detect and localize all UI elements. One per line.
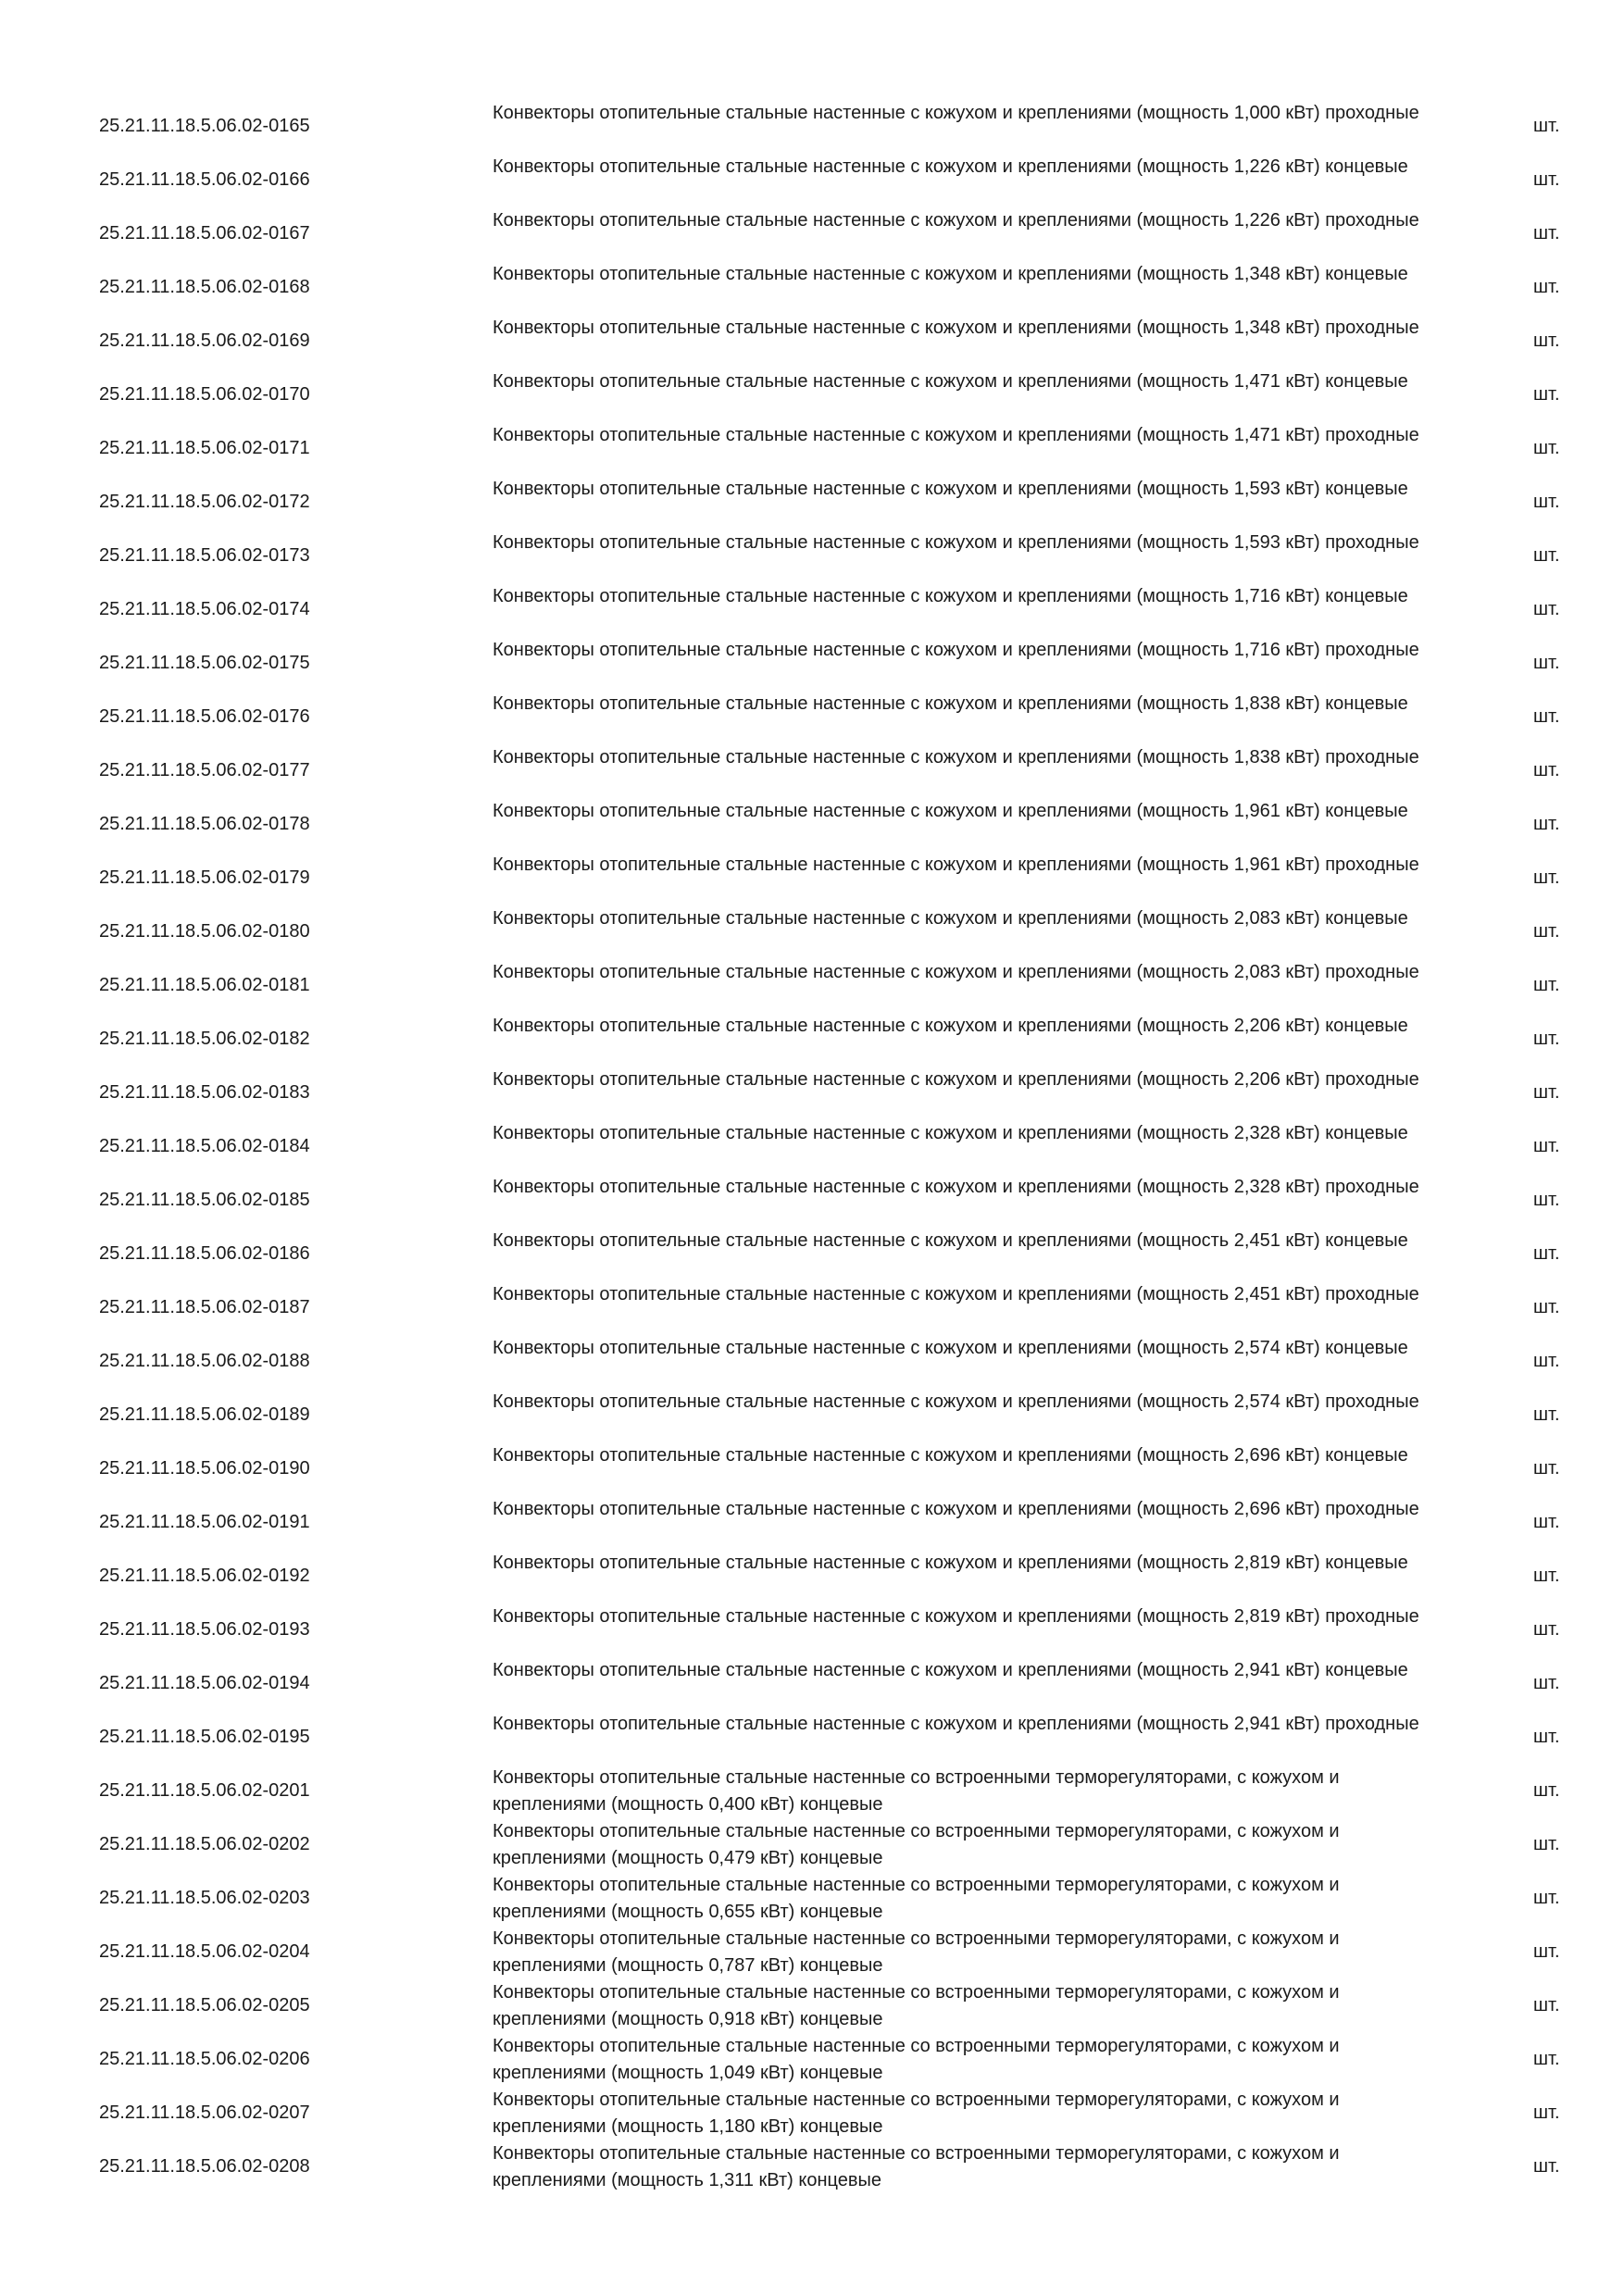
table-row — [0, 368, 1624, 422]
unit-of-measure: шт. — [1533, 1888, 1560, 1908]
resource-description: Конвекторы отопительные стальные настенные с кожухом и креплениями (мощность 1,226 кВт) концевые — [493, 156, 1408, 177]
resource-description: Конвекторы отопительные стальные настенные с кожухом и креплениями (мощность 2,696 кВт) концевые — [493, 1445, 1408, 1466]
table-row — [0, 1228, 1624, 1281]
resource-code: 25.21.11.18.5.06.02-0201 — [99, 1780, 310, 1801]
resource-code: 25.21.11.18.5.06.02-0176 — [99, 706, 310, 727]
unit-of-measure: шт. — [1533, 438, 1560, 458]
resource-code: 25.21.11.18.5.06.02-0207 — [99, 2103, 310, 2123]
unit-of-measure: шт. — [1533, 1941, 1560, 1962]
resource-description: Конвекторы отопительные стальные настенные со встроенными терморегуляторами, с кожухом и креплениями (мощность 0,918 кВт) концевые — [493, 1982, 1340, 2029]
resource-description: Конвекторы отопительные стальные настенные с кожухом и креплениями (мощность 1,348 кВт) концевые — [493, 264, 1408, 284]
resource-code: 25.21.11.18.5.06.02-0194 — [99, 1673, 310, 1693]
unit-of-measure: шт. — [1533, 975, 1560, 995]
resource-description: Конвекторы отопительные стальные настенные с кожухом и креплениями (мощность 2,574 кВт) концевые — [493, 1338, 1408, 1358]
table-row — [0, 744, 1624, 798]
resource-description: Конвекторы отопительные стальные настенные со встроенными терморегуляторами, с кожухом и креплениями (мощность 1,180 кВт) концевые — [493, 2090, 1340, 2137]
unit-of-measure: шт. — [1533, 1136, 1560, 1156]
resource-code: 25.21.11.18.5.06.02-0188 — [99, 1351, 310, 1371]
resource-code: 25.21.11.18.5.06.02-0185 — [99, 1190, 310, 1210]
catalog-table — [0, 100, 1624, 2194]
resource-code: 25.21.11.18.5.06.02-0190 — [99, 1458, 310, 1479]
table-row — [0, 1926, 1624, 1979]
unit-of-measure: шт. — [1533, 921, 1560, 942]
resource-description: Конвекторы отопительные стальные настенные с кожухом и креплениями (мощность 2,941 кВт) проходные — [493, 1714, 1419, 1734]
unit-of-measure: шт. — [1533, 1512, 1560, 1532]
unit-of-measure: шт. — [1533, 1458, 1560, 1479]
unit-of-measure: шт. — [1533, 116, 1560, 136]
resource-code: 25.21.11.18.5.06.02-0169 — [99, 331, 310, 351]
unit-of-measure: шт. — [1533, 1190, 1560, 1210]
table-row — [0, 207, 1624, 261]
resource-code: 25.21.11.18.5.06.02-0173 — [99, 545, 310, 566]
resource-description: Конвекторы отопительные стальные настенные со встроенными терморегуляторами, с кожухом и креплениями (мощность 0,787 кВт) концевые — [493, 1928, 1340, 1976]
unit-of-measure: шт. — [1533, 2156, 1560, 2177]
table-row — [0, 422, 1624, 476]
resource-code: 25.21.11.18.5.06.02-0172 — [99, 492, 310, 512]
resource-code: 25.21.11.18.5.06.02-0182 — [99, 1029, 310, 1049]
table-row — [0, 852, 1624, 905]
resource-description: Конвекторы отопительные стальные настенные с кожухом и креплениями (мощность 2,328 кВт) проходные — [493, 1177, 1419, 1197]
resource-description: Конвекторы отопительные стальные настенные с кожухом и креплениями (мощность 2,819 кВт) проходные — [493, 1606, 1419, 1627]
unit-of-measure: шт. — [1533, 1029, 1560, 1049]
table-row — [0, 261, 1624, 315]
table-row — [0, 1979, 1624, 2033]
table-row — [0, 1496, 1624, 1550]
unit-of-measure: шт. — [1533, 223, 1560, 243]
table-row — [0, 1174, 1624, 1228]
unit-of-measure: шт. — [1533, 1404, 1560, 1425]
table-row — [0, 1120, 1624, 1174]
resource-description: Конвекторы отопительные стальные настенные с кожухом и креплениями (мощность 2,206 кВт) концевые — [493, 1016, 1408, 1036]
resource-description: Конвекторы отопительные стальные настенные с кожухом и креплениями (мощность 1,716 кВт) проходные — [493, 640, 1419, 660]
resource-description: Конвекторы отопительные стальные настенные с кожухом и креплениями (мощность 1,593 кВт) концевые — [493, 479, 1408, 499]
table-row — [0, 2140, 1624, 2194]
resource-code: 25.21.11.18.5.06.02-0184 — [99, 1136, 310, 1156]
resource-code: 25.21.11.18.5.06.02-0179 — [99, 867, 310, 888]
resource-code: 25.21.11.18.5.06.02-0165 — [99, 116, 310, 136]
table-row — [0, 1603, 1624, 1657]
resource-description: Конвекторы отопительные стальные настенные с кожухом и креплениями (мощность 2,328 кВт) концевые — [493, 1123, 1408, 1143]
resource-description: Конвекторы отопительные стальные настенные с кожухом и креплениями (мощность 1,000 кВт) проходные — [493, 103, 1419, 123]
table-row — [0, 905, 1624, 959]
resource-code: 25.21.11.18.5.06.02-0206 — [99, 2049, 310, 2069]
unit-of-measure: шт. — [1533, 1566, 1560, 1586]
unit-of-measure: шт. — [1533, 2049, 1560, 2069]
resource-description: Конвекторы отопительные стальные настенные с кожухом и креплениями (мощность 2,819 кВт) концевые — [493, 1553, 1408, 1573]
resource-code: 25.21.11.18.5.06.02-0183 — [99, 1082, 310, 1103]
resource-code: 25.21.11.18.5.06.02-0167 — [99, 223, 310, 243]
resource-code: 25.21.11.18.5.06.02-0203 — [99, 1888, 310, 1908]
table-row — [0, 1657, 1624, 1711]
unit-of-measure: шт. — [1533, 653, 1560, 673]
table-row — [0, 959, 1624, 1013]
resource-code: 25.21.11.18.5.06.02-0186 — [99, 1243, 310, 1264]
table-row — [0, 1335, 1624, 1389]
table-row — [0, 1711, 1624, 1765]
resource-code: 25.21.11.18.5.06.02-0202 — [99, 1834, 310, 1854]
resource-code: 25.21.11.18.5.06.02-0205 — [99, 1995, 310, 2015]
table-row — [0, 100, 1624, 154]
unit-of-measure: шт. — [1533, 545, 1560, 566]
resource-description: Конвекторы отопительные стальные настенные с кожухом и креплениями (мощность 1,961 кВт) концевые — [493, 801, 1408, 821]
resource-code: 25.21.11.18.5.06.02-0171 — [99, 438, 310, 458]
resource-code: 25.21.11.18.5.06.02-0192 — [99, 1566, 310, 1586]
unit-of-measure: шт. — [1533, 1727, 1560, 1747]
unit-of-measure: шт. — [1533, 2103, 1560, 2123]
resource-code: 25.21.11.18.5.06.02-0166 — [99, 169, 310, 190]
resource-description: Конвекторы отопительные стальные настенные с кожухом и креплениями (мощность 2,206 кВт) проходные — [493, 1069, 1419, 1090]
unit-of-measure: шт. — [1533, 331, 1560, 351]
resource-description: Конвекторы отопительные стальные настенные с кожухом и креплениями (мощность 1,716 кВт) концевые — [493, 586, 1408, 606]
table-row — [0, 583, 1624, 637]
table-row — [0, 476, 1624, 530]
resource-description: Конвекторы отопительные стальные настенные со встроенными терморегуляторами, с кожухом и креплениями (мощность 0,655 кВт) концевые — [493, 1875, 1340, 1922]
resource-code: 25.21.11.18.5.06.02-0178 — [99, 814, 310, 834]
resource-code: 25.21.11.18.5.06.02-0204 — [99, 1941, 310, 1962]
unit-of-measure: шт. — [1533, 1297, 1560, 1317]
unit-of-measure: шт. — [1533, 867, 1560, 888]
unit-of-measure: шт. — [1533, 169, 1560, 190]
unit-of-measure: шт. — [1533, 1780, 1560, 1801]
resource-description: Конвекторы отопительные стальные настенные с кожухом и креплениями (мощность 1,226 кВт) проходные — [493, 210, 1419, 231]
table-row — [0, 1067, 1624, 1120]
table-row — [0, 1872, 1624, 1926]
resource-code: 25.21.11.18.5.06.02-0168 — [99, 277, 310, 297]
resource-description: Конвекторы отопительные стальные настенные со встроенными терморегуляторами, с кожухом и креплениями (мощность 1,049 кВт) концевые — [493, 2036, 1340, 2083]
unit-of-measure: шт. — [1533, 1619, 1560, 1640]
unit-of-measure: шт. — [1533, 760, 1560, 780]
resource-code: 25.21.11.18.5.06.02-0191 — [99, 1512, 310, 1532]
resource-code: 25.21.11.18.5.06.02-0208 — [99, 2156, 310, 2177]
resource-description: Конвекторы отопительные стальные настенные с кожухом и креплениями (мощность 2,083 кВт) проходные — [493, 962, 1419, 982]
resource-description: Конвекторы отопительные стальные настенные с кожухом и креплениями (мощность 1,961 кВт) проходные — [493, 855, 1419, 875]
resource-description: Конвекторы отопительные стальные настенные с кожухом и креплениями (мощность 1,593 кВт) проходные — [493, 532, 1419, 553]
table-row — [0, 2087, 1624, 2140]
unit-of-measure: шт. — [1533, 384, 1560, 405]
resource-description: Конвекторы отопительные стальные настенные с кожухом и креплениями (мощность 2,941 кВт) концевые — [493, 1660, 1408, 1680]
table-row — [0, 1281, 1624, 1335]
resource-description: Конвекторы отопительные стальные настенные со встроенными терморегуляторами, с кожухом и креплениями (мощность 0,479 кВт) концевые — [493, 1821, 1340, 1868]
resource-description: Конвекторы отопительные стальные настенные со встроенными терморегуляторами, с кожухом и креплениями (мощность 1,311 кВт) концевые — [493, 2143, 1340, 2190]
unit-of-measure: шт. — [1533, 1834, 1560, 1854]
table-row — [0, 637, 1624, 691]
table-row — [0, 530, 1624, 583]
resource-description: Конвекторы отопительные стальные настенные с кожухом и креплениями (мощность 2,083 кВт) концевые — [493, 908, 1408, 929]
unit-of-measure: шт. — [1533, 814, 1560, 834]
unit-of-measure: шт. — [1533, 599, 1560, 619]
resource-code: 25.21.11.18.5.06.02-0175 — [99, 653, 310, 673]
resource-code: 25.21.11.18.5.06.02-0193 — [99, 1619, 310, 1640]
table-row — [0, 1550, 1624, 1603]
table-row — [0, 2033, 1624, 2087]
unit-of-measure: шт. — [1533, 706, 1560, 727]
table-row — [0, 315, 1624, 368]
unit-of-measure: шт. — [1533, 492, 1560, 512]
resource-code: 25.21.11.18.5.06.02-0174 — [99, 599, 310, 619]
resource-code: 25.21.11.18.5.06.02-0195 — [99, 1727, 310, 1747]
resource-code: 25.21.11.18.5.06.02-0189 — [99, 1404, 310, 1425]
resource-description: Конвекторы отопительные стальные настенные с кожухом и креплениями (мощность 1,471 кВт) концевые — [493, 371, 1408, 392]
table-row — [0, 154, 1624, 207]
resource-description: Конвекторы отопительные стальные настенные с кожухом и креплениями (мощность 1,471 кВт) проходные — [493, 425, 1419, 445]
table-row — [0, 691, 1624, 744]
resource-code: 25.21.11.18.5.06.02-0187 — [99, 1297, 310, 1317]
resource-description: Конвекторы отопительные стальные настенные с кожухом и креплениями (мощность 1,838 кВт) проходные — [493, 747, 1419, 767]
resource-description: Конвекторы отопительные стальные настенные со встроенными терморегуляторами, с кожухом и креплениями (мощность 0,400 кВт) концевые — [493, 1767, 1340, 1815]
resource-description: Конвекторы отопительные стальные настенные с кожухом и креплениями (мощность 2,696 кВт) проходные — [493, 1499, 1419, 1519]
table-row — [0, 1442, 1624, 1496]
unit-of-measure: шт. — [1533, 277, 1560, 297]
resource-description: Конвекторы отопительные стальные настенные с кожухом и креплениями (мощность 2,451 кВт) концевые — [493, 1230, 1408, 1251]
unit-of-measure: шт. — [1533, 1243, 1560, 1264]
unit-of-measure: шт. — [1533, 1995, 1560, 2015]
table-row — [0, 1013, 1624, 1067]
resource-code: 25.21.11.18.5.06.02-0177 — [99, 760, 310, 780]
table-row — [0, 1389, 1624, 1442]
unit-of-measure: шт. — [1533, 1351, 1560, 1371]
resource-code: 25.21.11.18.5.06.02-0180 — [99, 921, 310, 942]
unit-of-measure: шт. — [1533, 1673, 1560, 1693]
table-row — [0, 1818, 1624, 1872]
table-row — [0, 798, 1624, 852]
resource-code: 25.21.11.18.5.06.02-0181 — [99, 975, 310, 995]
resource-description: Конвекторы отопительные стальные настенные с кожухом и креплениями (мощность 1,838 кВт) концевые — [493, 693, 1408, 714]
resource-description: Конвекторы отопительные стальные настенные с кожухом и креплениями (мощность 2,451 кВт) проходные — [493, 1284, 1419, 1304]
resource-code: 25.21.11.18.5.06.02-0170 — [99, 384, 310, 405]
resource-description: Конвекторы отопительные стальные настенные с кожухом и креплениями (мощность 1,348 кВт) проходные — [493, 318, 1419, 338]
unit-of-measure: шт. — [1533, 1082, 1560, 1103]
table-row — [0, 1765, 1624, 1818]
resource-description: Конвекторы отопительные стальные настенные с кожухом и креплениями (мощность 2,574 кВт) проходные — [493, 1391, 1419, 1412]
